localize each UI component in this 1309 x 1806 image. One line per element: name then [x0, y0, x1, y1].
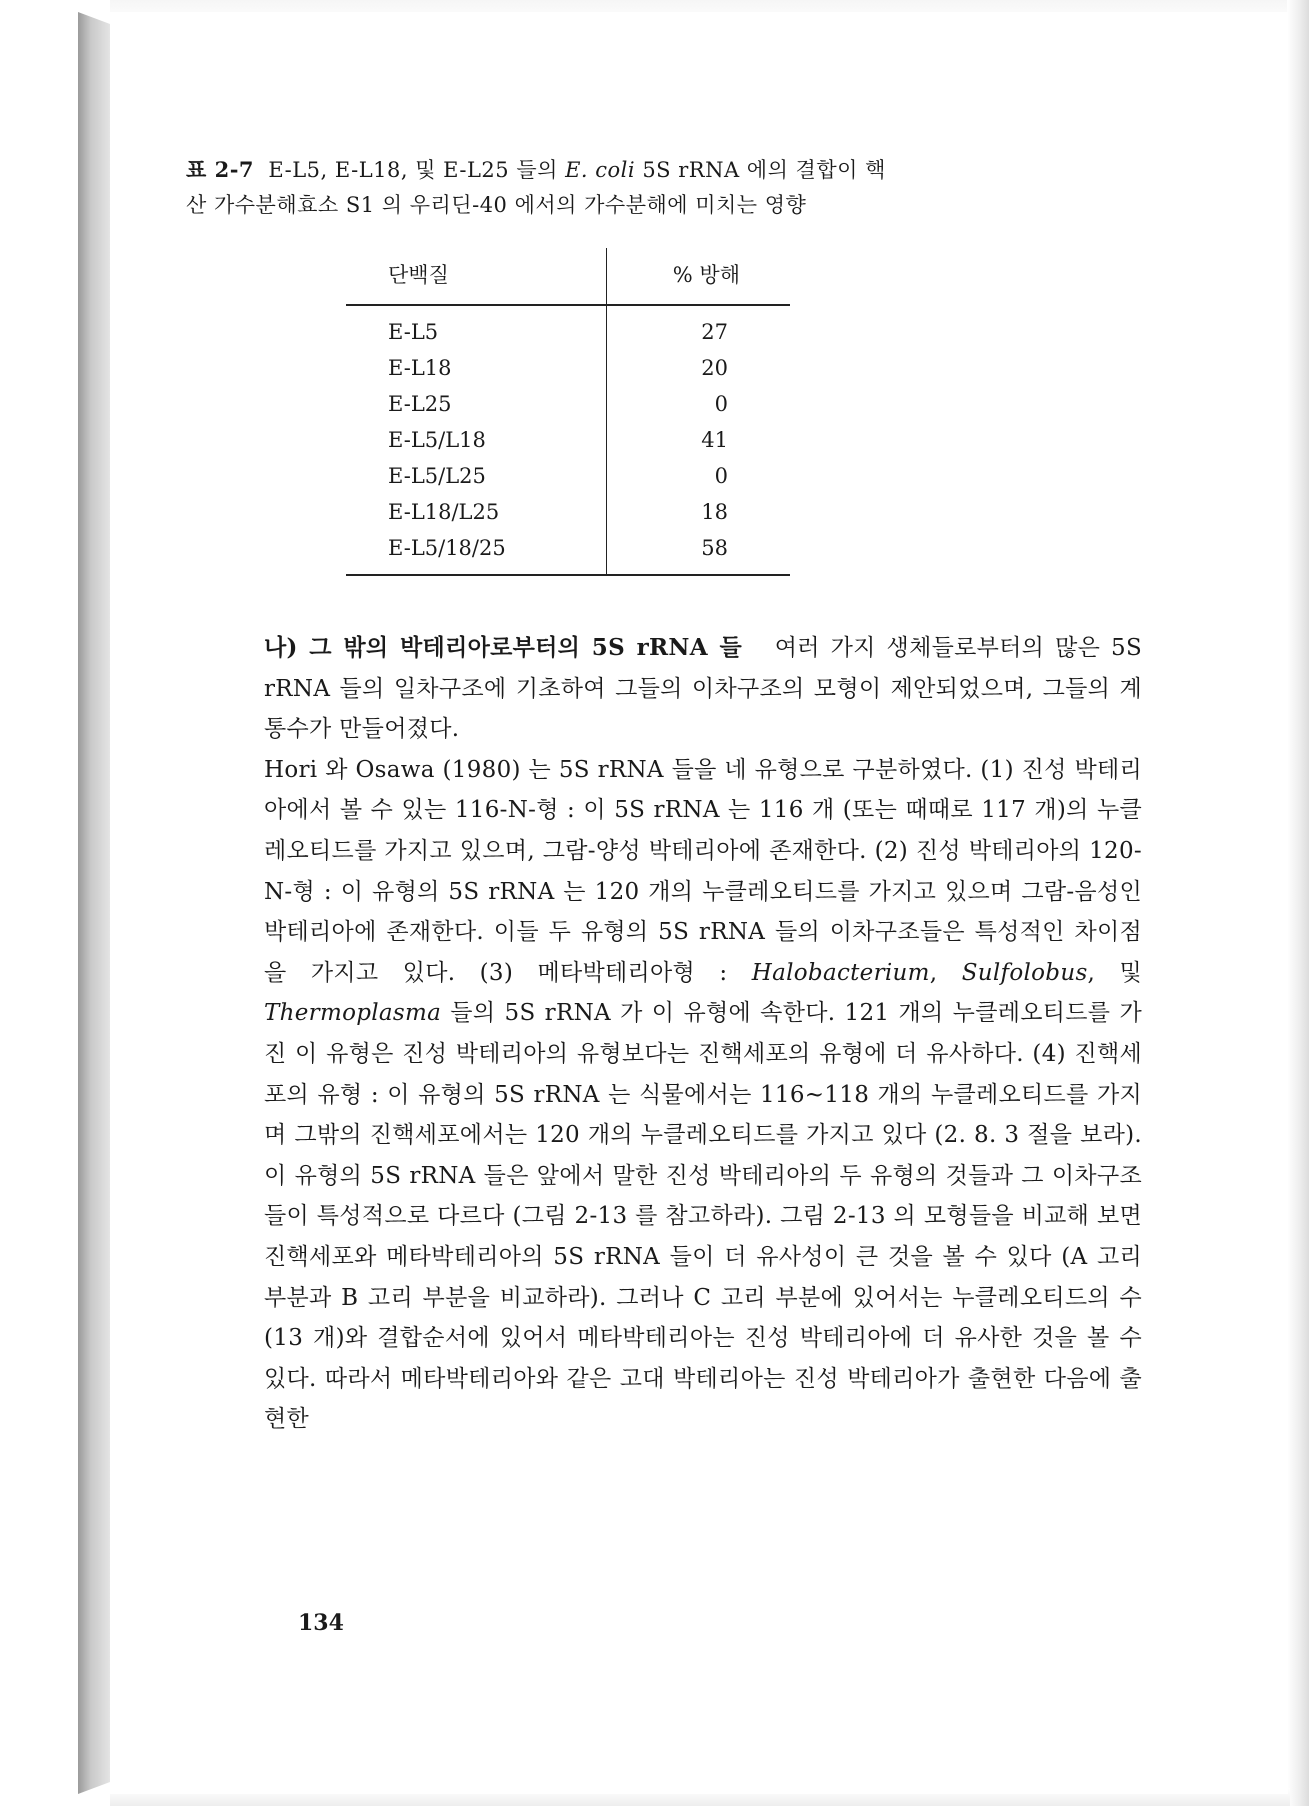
table-caption-line-2: 산 가수분해효소 S1 의 우리딘-40 에서의 가수분해에 미치는 영향 — [186, 193, 807, 217]
table-row — [346, 305, 790, 350]
species-name: Sulfolobus — [961, 959, 1088, 986]
table-header-protein: 단백질 — [346, 248, 607, 305]
book-right-shadow — [1287, 0, 1309, 1806]
table-row — [346, 350, 790, 386]
table-cell-percent: 58 — [607, 530, 791, 575]
table-row — [346, 458, 790, 494]
table-cell-percent: 41 — [701, 428, 728, 452]
table-cell-protein: E-L18/L25 — [346, 494, 607, 530]
table-cell-protein: E-L5/18/25 — [346, 530, 607, 575]
table-header-row — [346, 248, 790, 305]
table-row — [346, 530, 790, 575]
table-cell-percent: 0 — [714, 464, 728, 488]
table-cell-protein: E-L5 — [346, 305, 607, 350]
section-heading: 나) 그 밖의 박테리아로부터의 5S rRNA 들 — [264, 634, 742, 661]
table-header-percent: % 방해 — [607, 248, 791, 305]
table-caption — [186, 152, 1126, 223]
table-row — [346, 422, 790, 458]
table-cell-percent: 20 — [701, 356, 728, 380]
table-cell-percent: 18 — [701, 500, 728, 524]
separator-text: , — [929, 959, 962, 986]
table-cell-protein: E-L25 — [346, 386, 607, 422]
table-row — [346, 494, 790, 530]
table-cell-protein: E-L5/L25 — [346, 458, 607, 494]
species-name: Thermoplasma — [264, 1000, 442, 1027]
table-row — [346, 386, 790, 422]
data-table-container — [346, 248, 790, 576]
paragraph — [264, 628, 1142, 750]
species-name: Halobacterium — [751, 959, 930, 986]
body-text — [264, 628, 1142, 1440]
table-cell-protein: E-L5/L18 — [346, 422, 607, 458]
paragraph — [264, 750, 1142, 1440]
page-number: 134 — [298, 1610, 344, 1636]
table-cell-percent: 0 — [714, 392, 728, 416]
table-caption-text: E-L5, E-L18, 및 E-L25 들의 — [268, 158, 558, 182]
table-cell-percent: 27 — [701, 320, 728, 344]
table-caption-italic: E. coli — [565, 158, 636, 182]
table-caption-label: 표 2-7 — [186, 157, 255, 182]
table-caption-text-2: 5S rRNA 에의 결합이 핵 — [642, 158, 886, 182]
paragraph-text: 여러 가지 생체들로부터의 많은 5S rRNA 들의 일차구조에 기초하여 그들의 이차구조의 모형이 제안되었으며, 그들의 계통수가 만들어졌다. — [264, 635, 1142, 743]
book-spine-edge — [78, 12, 110, 1794]
separator-text: , 및 — [1087, 959, 1142, 986]
table-cell-protein: E-L18 — [346, 350, 607, 386]
data-table — [346, 248, 790, 576]
paragraph-text: Hori 와 Osawa (1980) 는 5S rRNA 들을 네 유형으로 구분하였다. (1) 진성 박테리아에서 볼 수 있는 116-N-형 : 이 5S rRNA 는 116 개 (또는 때때로 117 개)의 누클레오티드를 가지고 있으며, 그람-양성 박테리아에 존재한다. (2) 진성 박테리아의 120-N-형 : 이 유형의 5S rRNA 는 120 개의 누클레오티드를 가지고 있으며 그람-음성인 박테리아에 존재한다. 이들 두 유형의 5S rRNA 들의 이차구조들은 특성적인 차이점을 가지고 있다. (3) 메타박테리아형 : — [264, 756, 1142, 986]
paragraph-text: 들의 5S rRNA 가 이 유형에 속한다. 121 개의 누클레오티드를 가진 이 유형은 진성 박테리아의 유형보다는 진핵세포의 유형에 더 유사하다. (4) 진핵세포의 유형 : 이 유형의 5S rRNA 는 식물에서는 116~118 개의 누클레오티드를 가지며 그밖의 진핵세포에서는 120 개의 누클레오티드를 가지고 있다 (2. 8. 3 절을 보라). 이 유형의 5S rRNA 들은 앞에서 말한 진성 박테리아의 두 유형의 것들과 그 이차구조들이 특성적으로 다르다 (그림 2-13 를 참고하라). 그림 2-13 의 모형들을 비교해 보면 진핵세포와 메타박테리아의 5S rRNA 들이 더 유사성이 큰 것을 볼 수 있다 (A 고리 부분과 B 고리 부분을 비교하라). 그러나 C 고리 부분에 있어서는 누클레오티드의 수 (13 개)와 결합순서에 있어서 메타박테리아는 진성 박테리아에 더 유사한 것을 볼 수 있다. 따라서 메타박테리아와 같은 고대 박테리아는 진성 박테리아가 출현한 다음에 출현한 — [264, 1000, 1142, 1433]
